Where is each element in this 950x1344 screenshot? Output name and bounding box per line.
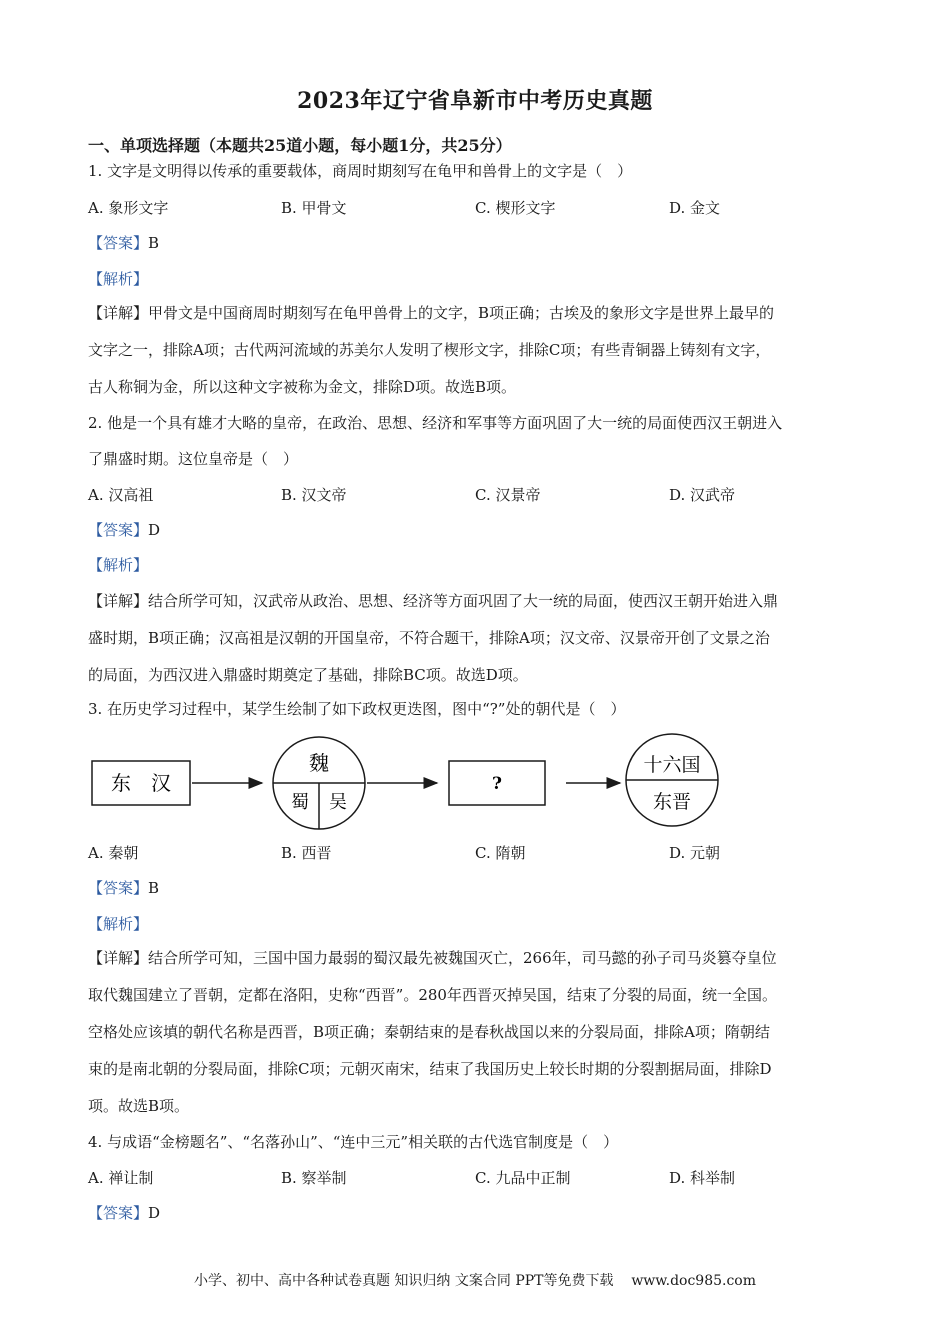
q4-answer [88,1202,863,1223]
answer-tag: 【答案】 [88,521,149,539]
label-wu: 吴 [329,792,347,813]
q2-detail-line [88,590,863,611]
q1-detail-line [88,302,863,323]
q3-option-c: C. 隋朝 [475,844,526,862]
analysis-tag: 【解析】 [88,915,149,933]
q3-option-b: B. 西晋 [281,844,332,862]
q1-analysis [88,268,863,289]
answer-value: B [148,234,160,252]
q3-option-d: D. 元朝 [669,844,721,862]
q3-analysis [88,913,863,934]
q3-detail-line: 项。故选B项。 [88,1097,190,1115]
q1-answer [88,232,863,253]
q2-option-a: A. 汉高祖 [88,486,154,504]
label-unknown: ? [492,774,502,794]
detail-tag: 【详解】 [88,592,149,610]
q2-option-c: C. 汉景帝 [475,486,541,504]
answer-tag: 【答案】 [88,1204,149,1222]
q2-detail-line: 的局面，为西汉进入鼎盛时期奠定了基础，排除BC项。故选D项。 [88,666,528,684]
q2-option-b: B. 汉文帝 [281,486,347,504]
label-sixteen-kingdoms: 十六国 [643,754,701,776]
detail-text: 结合所学可知，汉武帝从政治、思想、经济等方面巩固了大一统的局面，使西汉王朝开始进入鼎 [148,592,779,610]
q4-option-a: A. 禅让制 [88,1169,154,1187]
q1-detail-line: 古人称铜为金，所以这种文字被称为金文，排除D项。故选B项。 [88,378,517,396]
section-heading: 一、单项选择题（本题共25道小题，每小题1分，共25分） [88,136,512,155]
q1-option-c: C. 楔形文字 [475,199,556,217]
dynasty-succession-diagram [80,726,740,832]
q4-option-d: D. 科举制 [669,1169,736,1187]
q4-option-b: B. 察举制 [281,1169,347,1187]
q3-stem: 3. 在历史学习过程中，某学生绘制了如下政权更迭图，图中“?”处的朝代是（ ） [88,700,626,718]
q2-stem: 2. 他是一个具有雄才大略的皇帝，在政治、思想、经济和军事等方面巩固了大一统的局面使西汉王朝进入 [88,414,783,432]
q1-option-d: D. 金文 [669,199,721,217]
q3-detail-line: 束的是南北朝的分裂局面，排除C项；元朝灭南宋，结束了我国历史上较长时期的分裂割据局面，排除D [88,1060,772,1078]
label-shu: 蜀 [291,792,309,813]
q4-option-c: C. 九品中正制 [475,1169,571,1187]
q4-stem: 4. 与成语“金榜题名”、“名落孙山”、“连中三元”相关联的古代选官制度是（ ） [88,1133,619,1151]
q2-answer [88,519,863,540]
analysis-tag: 【解析】 [88,556,149,574]
q2-detail-line: 盛时期，B项正确；汉高祖是汉朝的开国皇帝，不符合题干，排除A项；汉文帝、汉景帝开创了文景之治 [88,629,770,647]
q1-option-b: B. 甲骨文 [281,199,347,217]
detail-tag: 【详解】 [88,949,149,967]
footer-link[interactable]: www.doc985.com [631,1273,757,1289]
analysis-tag: 【解析】 [88,270,149,288]
q3-detail-line: 取代魏国建立了晋朝，定都在洛阳，史称“西晋”。280年西晋灭掉吴国，结束了分裂的局面，统一全国。 [88,986,777,1004]
label-east-jin: 东晋 [652,791,692,813]
q3-detail-line [88,947,863,968]
answer-tag: 【答案】 [88,879,149,897]
q1-stem: 1. 文字是文明得以传承的重要载体，商周时期刻写在龟甲和兽骨上的文字是（ ） [88,162,633,180]
detail-text: 结合所学可知，三国中国力最弱的蜀汉最先被魏国灭亡，266年，司马懿的孙子司马炎篡夺皇位 [148,949,777,967]
label-wei: 魏 [309,751,329,775]
q3-detail-line: 空格处应该填的朝代名称是西晋，B项正确；秦朝结束的是春秋战国以来的分裂局面，排除A项；隋朝结 [88,1023,770,1041]
q1-detail-line: 文字之一，排除A项；古代两河流域的苏美尔人发明了楔形文字，排除C项；有些青铜器上铸刻有文字， [88,341,771,359]
q2-stem: 了鼎盛时期。这位皇帝是（ ） [88,450,299,468]
answer-tag: 【答案】 [88,234,149,252]
answer-value: D [148,521,161,539]
answer-value: D [148,1204,161,1222]
q3-answer [88,877,863,898]
label-east-han: 东 汉 [111,771,171,795]
q2-option-d: D. 汉武帝 [669,486,736,504]
detail-tag: 【详解】 [88,304,149,322]
q1-option-a: A. 象形文字 [88,199,169,217]
footer-text: 小学、初中、高中各种试卷真题 知识归纳 文案合同 PPT等免费下载 [193,1273,614,1289]
answer-value: B [148,879,160,897]
page-title: 2023年辽宁省阜新市中考历史真题 [297,88,653,114]
q3-option-a: A. 秦朝 [88,844,139,862]
page-footer [0,1270,950,1290]
detail-text: 甲骨文是中国商周时期刻写在龟甲兽骨上的文字，B项正确；古埃及的象形文字是世界上最早的 [148,304,775,322]
q2-analysis [88,554,863,575]
